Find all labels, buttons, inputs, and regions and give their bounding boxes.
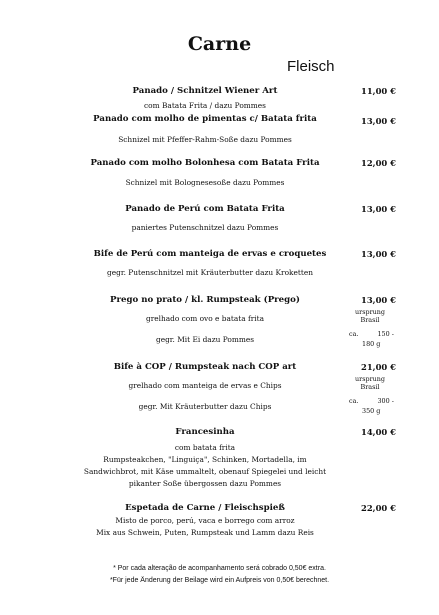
menu-item-price: 11,00 € bbox=[361, 86, 396, 96]
menu-item-desc: Rumpsteakchen, "Linguiça", Schinken, Mortadella, im bbox=[103, 455, 307, 464]
menu-item-desc: pikanter Soße übergossen dazu Pommes bbox=[128, 479, 282, 488]
weight-min: 300 - bbox=[377, 397, 394, 405]
origin-country: Brasil bbox=[360, 383, 380, 391]
menu-item-name: Panado com molho de pimentas c/ Batata frita bbox=[93, 114, 317, 124]
menu-item-price: 13,00 € bbox=[361, 295, 396, 305]
menu-item-desc: paniertes Putenschnitzel dazu Pommes bbox=[131, 223, 279, 232]
menu-item-price: 13,00 € bbox=[361, 204, 396, 214]
menu-item-name: Bife à COP / Rumpsteak nach COP art bbox=[113, 362, 297, 372]
footnote-german: *Für jede Änderung der Beilage wird ein Aufpreis von 0,50€ berechnet. bbox=[109, 577, 330, 584]
menu-item-desc: gegr. Putenschnitzel mit Kräuterbutter dazu Kroketten bbox=[107, 268, 313, 277]
menu-item-price: 21,00 € bbox=[361, 362, 396, 372]
menu-item-origin bbox=[345, 308, 395, 324]
menu-item-weight bbox=[349, 330, 394, 339]
menu-item-name: Prego no prato / kl. Rumpsteak (Prego) bbox=[110, 295, 300, 305]
menu-item-desc: Schnizel mit Pfeffer-Rahm-Soße dazu Pommes bbox=[118, 135, 292, 144]
menu-item-price: 13,00 € bbox=[361, 249, 396, 259]
footnote-portuguese: * Por cada alteração de acompanhamento será cobrado 0,50€ extra. bbox=[113, 565, 326, 572]
menu-item-desc: gegr. Mit Ei dazu Pommes bbox=[155, 335, 255, 344]
menu-item-price: 13,00 € bbox=[361, 116, 396, 126]
menu-item-name: Espetada de Carne / Fleischspieß bbox=[125, 503, 285, 513]
menu-item-desc: grelhado com manteiga de ervas e Chips bbox=[128, 381, 282, 390]
menu-item-name: Panado / Schnitzel Wiener Art bbox=[132, 86, 278, 96]
menu-item-desc: grelhado com ovo e batata frita bbox=[145, 314, 265, 323]
menu-item-desc: Misto de porco, perú, vaca e borrego com arroz bbox=[115, 516, 295, 525]
weight-min: 150 - bbox=[377, 330, 394, 338]
menu-item-origin bbox=[345, 375, 395, 391]
menu-item-name: Francesinha bbox=[175, 427, 235, 437]
page-title: Carne bbox=[187, 33, 252, 55]
weight-approx: ca. bbox=[349, 330, 359, 338]
origin-label: ursprung bbox=[355, 308, 385, 316]
page-subtitle: Fleisch bbox=[287, 58, 335, 75]
menu-item-desc: Sandwichbrot, mit Käse ummaltelt, obenauf Spiegelei und leicht bbox=[83, 467, 327, 476]
weight-approx: ca. bbox=[349, 397, 359, 405]
origin-label: ursprung bbox=[355, 375, 385, 383]
menu-item-weight-max: 350 g bbox=[362, 407, 381, 415]
menu-item-price: 12,00 € bbox=[361, 158, 396, 168]
menu-item-desc: com Batata Frita / dazu Pommes bbox=[144, 101, 266, 110]
menu-item-price: 14,00 € bbox=[361, 427, 396, 437]
menu-item-weight bbox=[349, 397, 394, 406]
menu-item-desc: Mix aus Schwein, Puten, Rumpsteak und Lamm dazu Reis bbox=[96, 528, 314, 537]
menu-item-name: Panado com molho Bolonhesa com Batata Frita bbox=[90, 158, 320, 168]
menu-item-name: Bife de Perú com manteiga de ervas e croquetes bbox=[93, 249, 327, 259]
menu-item-name: Panado de Perú com Batata Frita bbox=[125, 204, 285, 214]
menu-item-desc: Schnizel mit Bolognesesoße dazu Pommes bbox=[125, 178, 285, 187]
origin-country: Brasil bbox=[360, 316, 380, 324]
menu-item-desc: com batata frita bbox=[174, 443, 236, 452]
menu-item-desc: gegr. Mit Kräuterbutter dazu Chips bbox=[138, 402, 272, 411]
menu-item-weight-max: 180 g bbox=[362, 340, 381, 348]
menu-item-price: 22,00 € bbox=[361, 503, 396, 513]
